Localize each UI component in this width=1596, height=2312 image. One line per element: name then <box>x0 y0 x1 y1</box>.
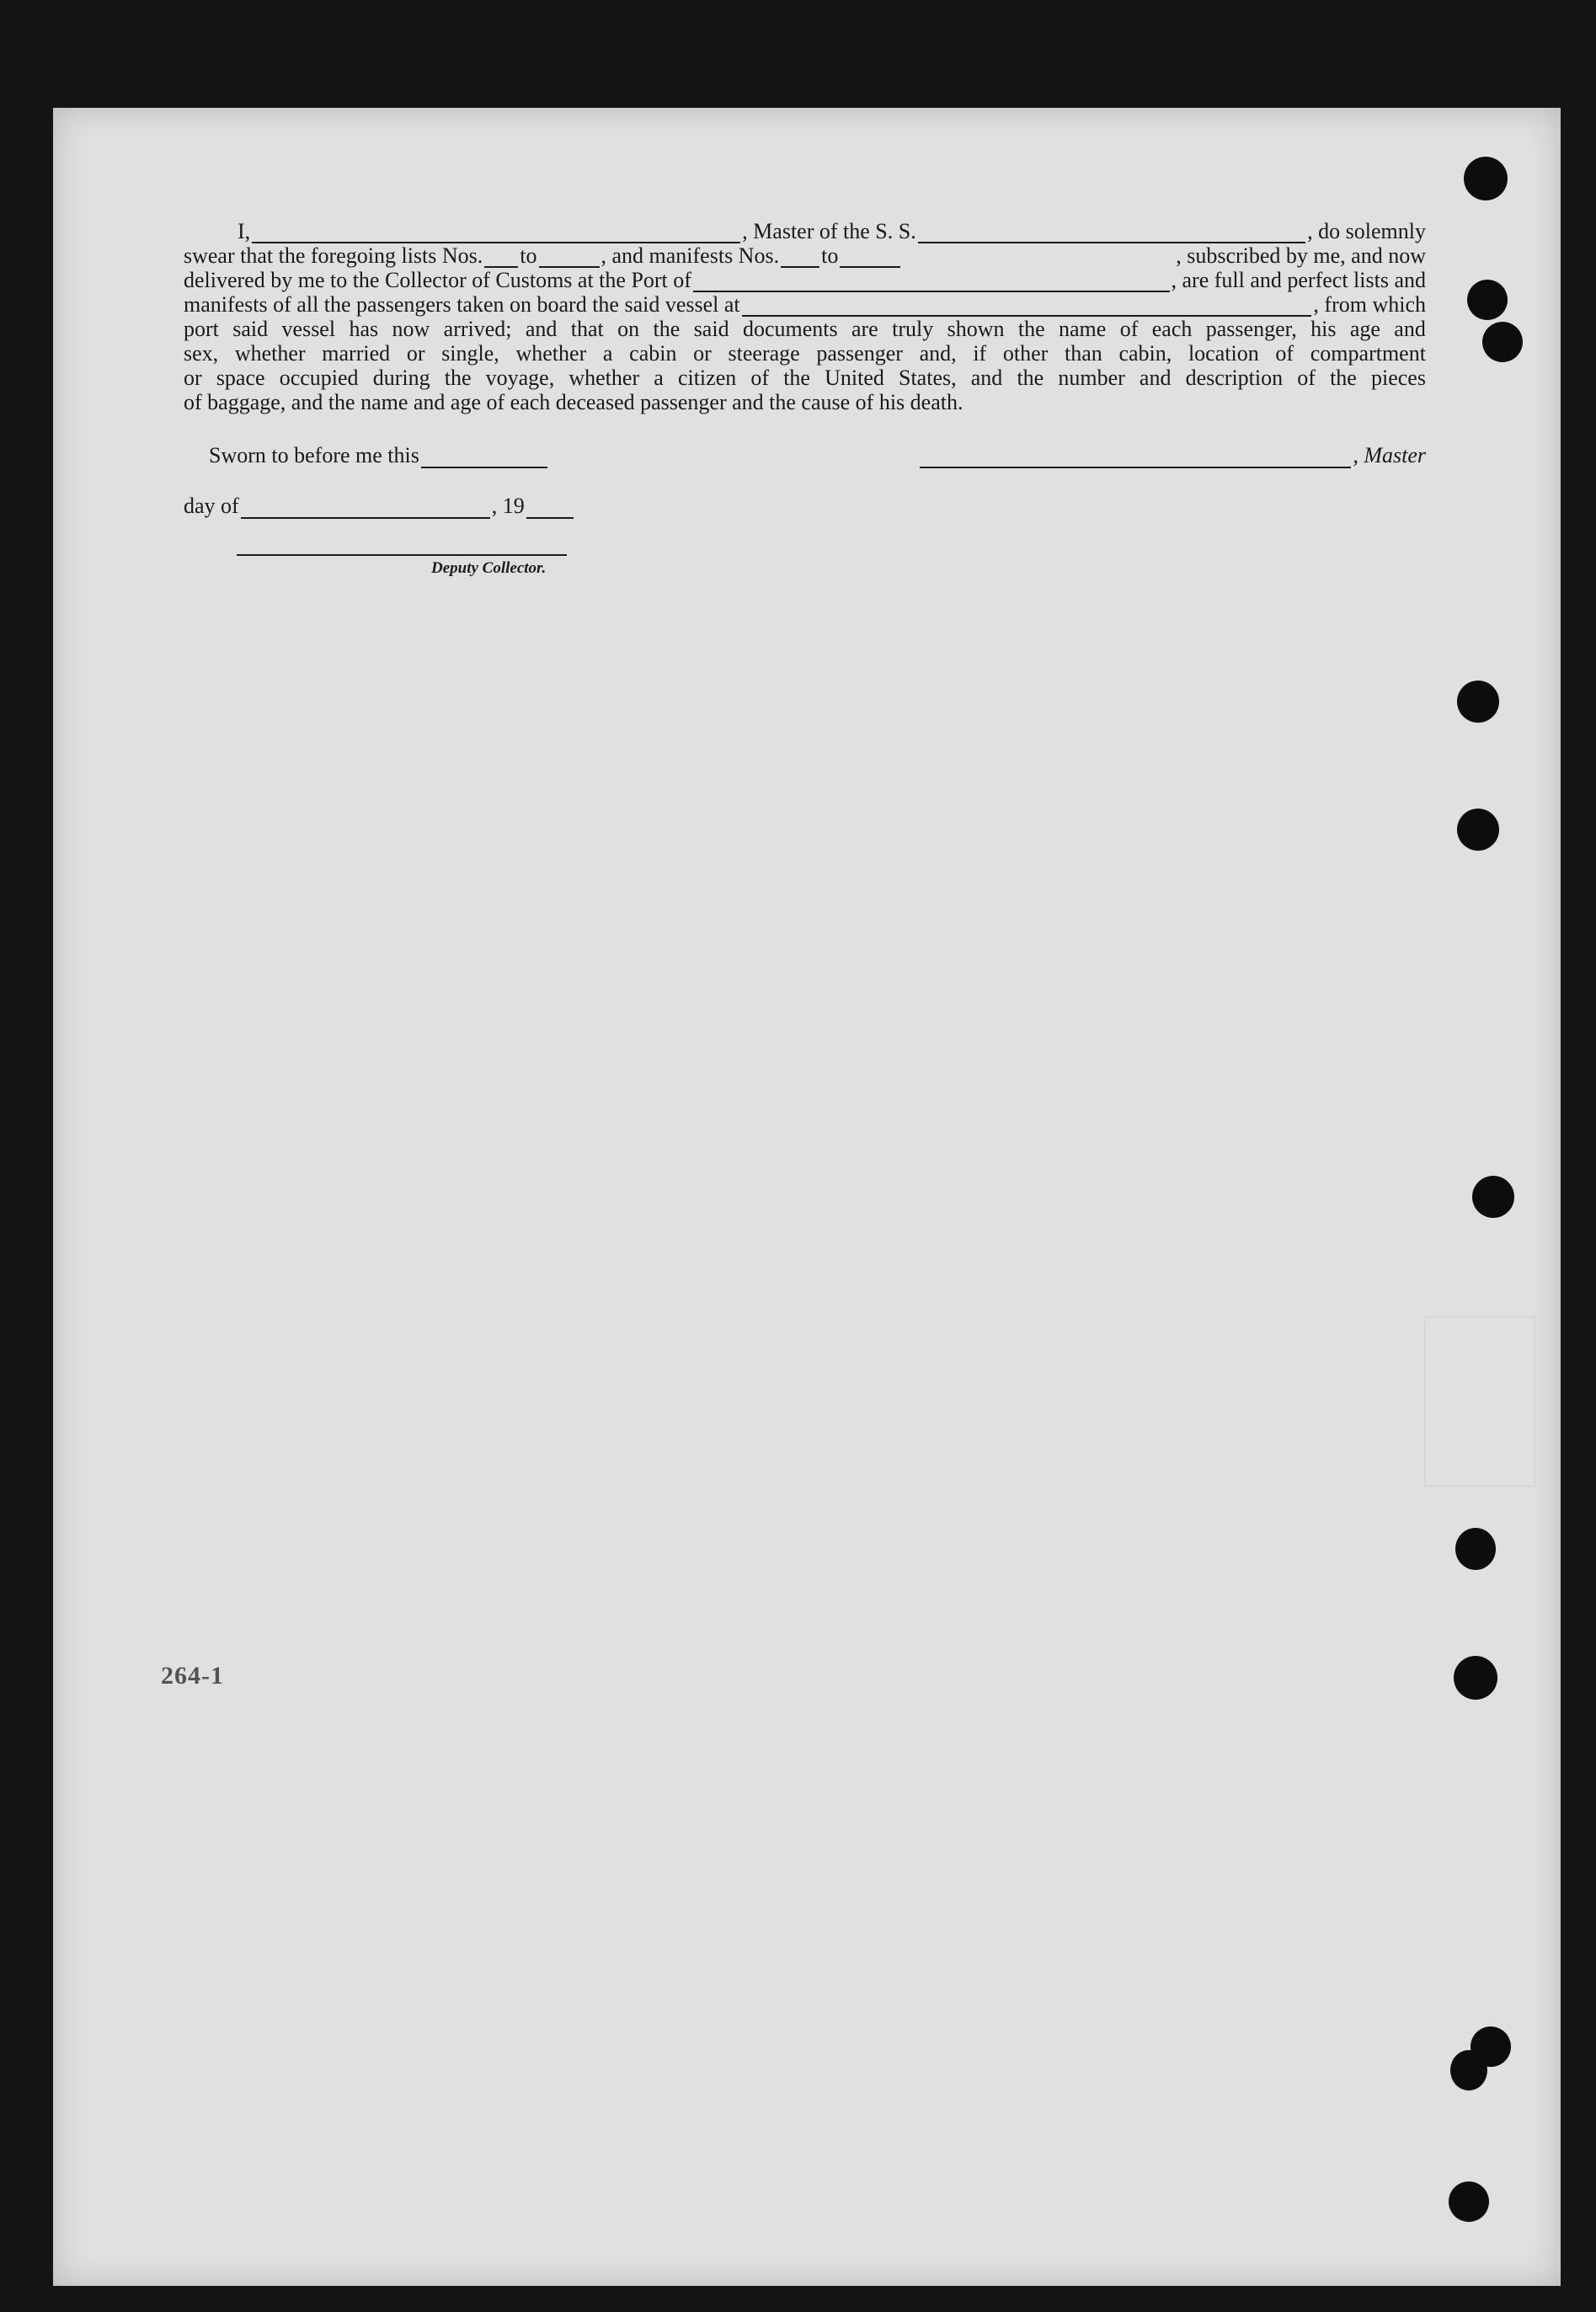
oath-text: , and manifests Nos. <box>601 243 780 268</box>
oath-text: I, <box>238 219 251 243</box>
punch-hole <box>1457 681 1499 723</box>
oath-line-1 <box>184 219 1426 243</box>
master-signature-blank[interactable] <box>920 450 1351 468</box>
oath-text: , from which <box>1313 292 1426 317</box>
oath-line-7: or space occupied during the voyage, whether a citizen of the United States, and the number and description of the pieces <box>184 366 1426 390</box>
oath-text: swear that the foregoing lists Nos. <box>184 243 483 268</box>
year-blank[interactable] <box>526 500 574 519</box>
oath-paragraph <box>184 219 1426 414</box>
oath-line-3 <box>184 268 1426 292</box>
punch-hole <box>1449 2181 1489 2222</box>
oath-line-6: sex, whether married or single, whether a cabin or steerage passenger and, if other than cabin, location of compartment <box>184 341 1426 366</box>
form-page <box>53 108 1561 2286</box>
oath-text: , Master of the S. S. <box>742 219 916 243</box>
master-name-blank[interactable] <box>252 225 740 243</box>
punch-hole <box>1454 1656 1497 1700</box>
deputy-signature-line[interactable] <box>237 554 567 556</box>
oath-text: to <box>821 243 839 268</box>
punch-hole <box>1472 1176 1514 1218</box>
oath-line-5: port said vessel has now arrived; and that on the said documents are truly shown the name of each passenger, his age and <box>184 317 1426 341</box>
port-blank[interactable] <box>693 274 1170 292</box>
punch-hole <box>1482 322 1523 362</box>
sworn-text: Sworn to before me this <box>209 443 419 467</box>
sworn-day-blank[interactable] <box>421 450 547 468</box>
faint-stamp-mark <box>1424 1316 1535 1487</box>
day-text: day of <box>184 494 239 518</box>
oath-line-2 <box>184 243 1426 268</box>
oath-text: delivered by me to the Collector of Customs at the Port of <box>184 268 691 292</box>
oath-text: manifests of all the passengers taken on board the said vessel at <box>184 292 740 317</box>
sworn-left <box>209 443 549 468</box>
oath-text: , do solemnly <box>1307 219 1426 243</box>
punch-hole <box>1455 1528 1496 1570</box>
punch-hole <box>1464 157 1508 200</box>
departure-port-blank[interactable] <box>742 298 1312 317</box>
month-blank[interactable] <box>241 500 490 519</box>
oath-line-8: of baggage, and the name and age of each deceased passenger and the cause of his death. <box>184 390 963 414</box>
punch-hole <box>1457 809 1499 851</box>
master-label: , Master <box>1353 443 1426 467</box>
list-to-blank[interactable] <box>539 249 600 268</box>
manifest-from-blank[interactable] <box>781 249 819 268</box>
punch-hole <box>1467 280 1508 320</box>
stamp-number: 264-1 <box>161 1662 224 1690</box>
oath-text: , are full and perfect lists and <box>1171 268 1426 292</box>
punch-hole <box>1450 2050 1487 2090</box>
deputy-collector-label: Deputy Collector. <box>431 559 547 577</box>
vessel-name-blank[interactable] <box>918 225 1305 243</box>
year-prefix: , 19 <box>491 494 525 518</box>
master-signature <box>918 443 1426 468</box>
day-line <box>184 494 575 519</box>
oath-text: , subscribed by me, and now <box>1176 243 1426 268</box>
oath-text: to <box>520 243 537 268</box>
manifest-to-blank[interactable] <box>840 249 900 268</box>
list-from-blank[interactable] <box>484 249 518 268</box>
oath-line-4 <box>184 292 1426 317</box>
